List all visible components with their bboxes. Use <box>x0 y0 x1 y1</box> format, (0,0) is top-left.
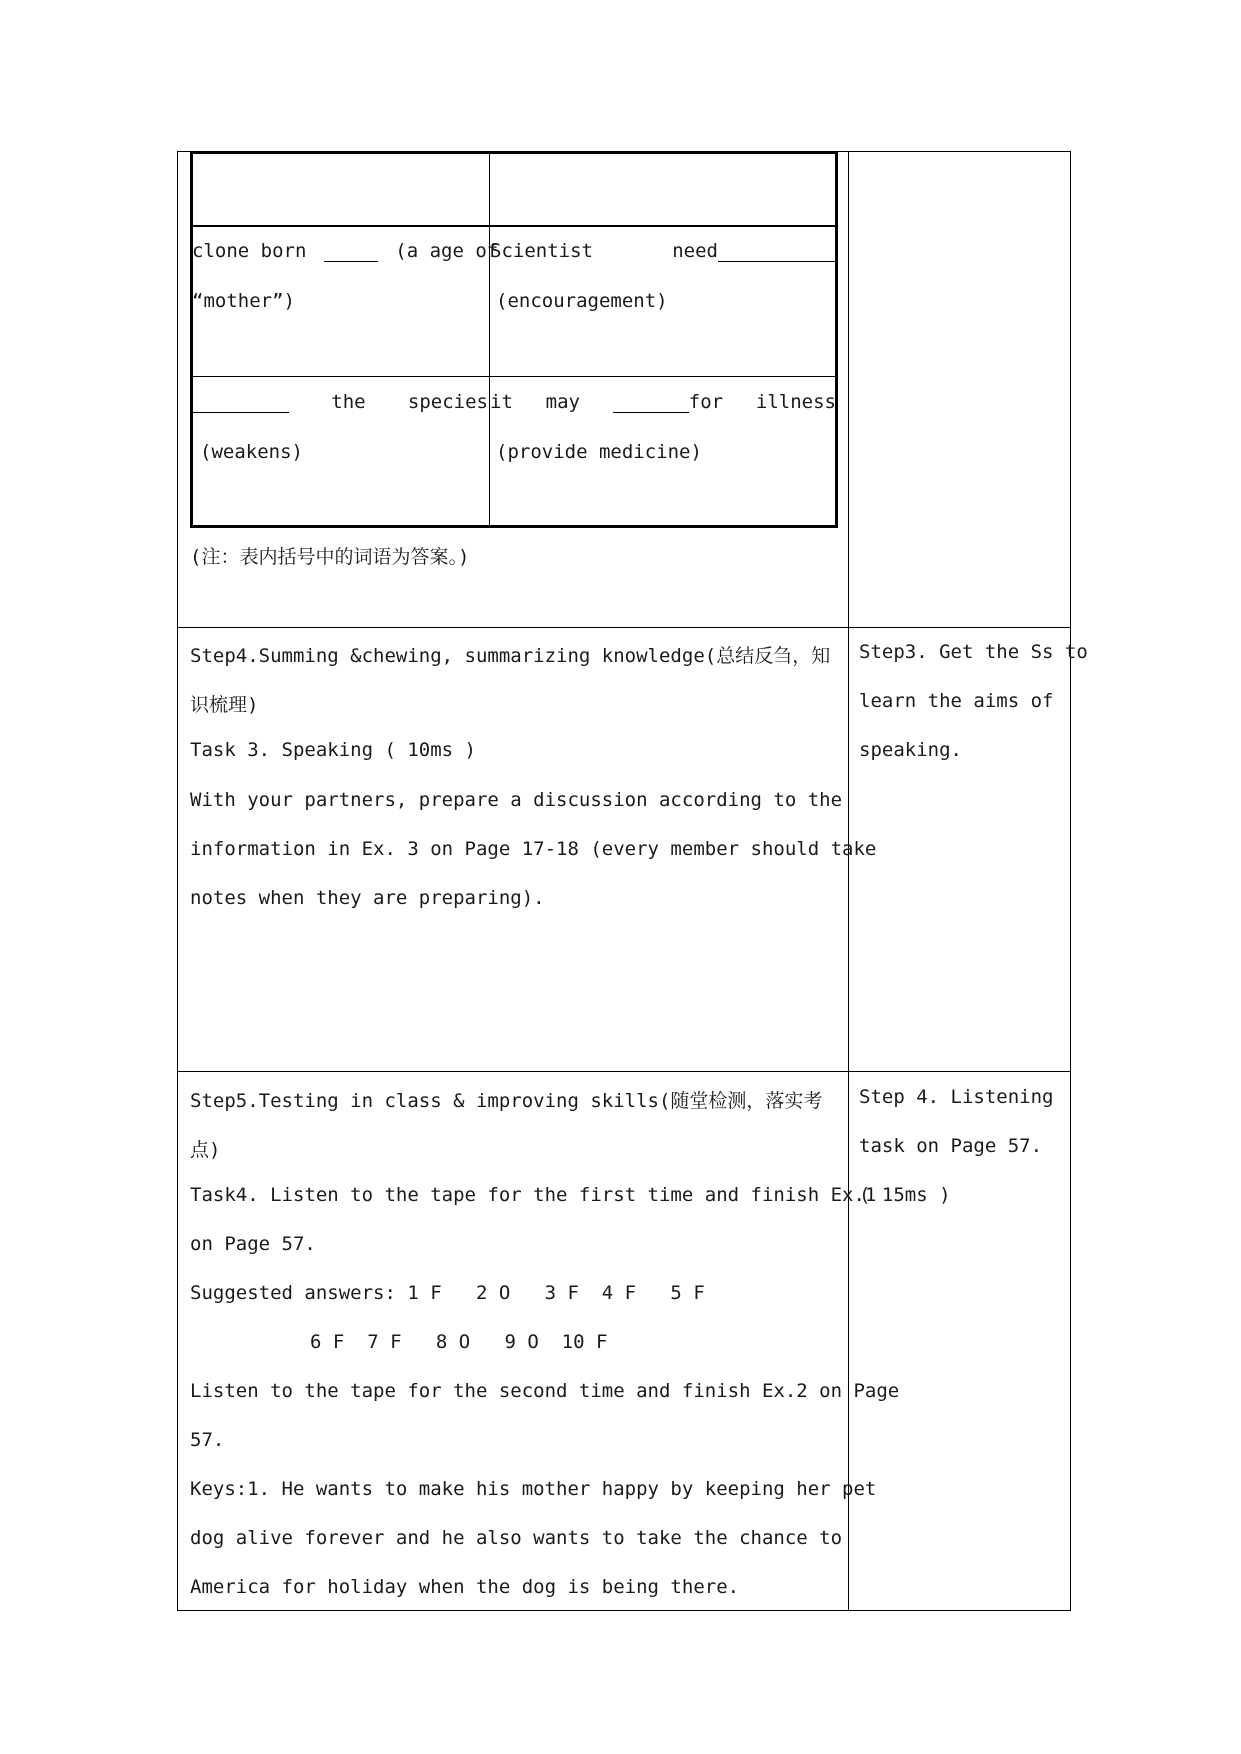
cell-text: (a age of <box>395 240 499 262</box>
task3-body: notes when they are preparing). <box>190 887 545 909</box>
answer-blank <box>192 394 289 413</box>
step4-title-cont: 识梳理) <box>190 694 259 716</box>
task3-body: With your partners, prepare a discussion according to the <box>190 789 843 811</box>
step4-aim: Step3. Get the Ss to <box>859 641 1088 663</box>
scientist-need-cell <box>490 240 836 262</box>
step5-aim: task on Page 57. <box>859 1135 1043 1157</box>
answer-keys: America for holiday when the dog is being there. <box>190 1576 740 1598</box>
task3-body: information in Ex. 3 on Page 17-18 (every member should take <box>190 838 877 860</box>
listen-second-time: 57. <box>190 1429 225 1451</box>
species-cell <box>192 391 488 413</box>
step5-title: Step5.Testing in class & improving skills(随堂检测，落实考 <box>190 1090 823 1112</box>
cell-answer: “mother”) <box>192 290 295 312</box>
cell-answer: (encouragement) <box>496 290 668 312</box>
cell-text: clone born <box>192 240 307 262</box>
task3-heading: Task 3. Speaking ( 10ms ) <box>190 739 476 761</box>
answer-keys: Keys:1. He wants to make his mother happy by keeping her pet <box>190 1478 877 1500</box>
answer-blank <box>324 243 378 262</box>
cell-text: may <box>545 391 580 413</box>
row-divider <box>177 1071 1071 1072</box>
step5-title-cont: 点) <box>190 1139 221 1161</box>
answer-table-row-divider <box>190 225 838 227</box>
cell-answer: (weakens) <box>200 441 303 463</box>
task4-heading: on Page 57. <box>190 1233 316 1255</box>
answer-keys: dog alive forever and he also wants to take the chance to <box>190 1527 843 1549</box>
answer-blank <box>718 243 836 262</box>
step4-title: Step4.Summing &chewing, summarizing knowledge(总结反刍，知 <box>190 645 831 667</box>
step5-aim: ( 15ms ) <box>859 1184 951 1206</box>
row-divider <box>177 627 1071 628</box>
answer-table-column-divider <box>489 152 490 526</box>
cell-text: the <box>331 391 366 413</box>
step5-aim: Step 4. Listening <box>859 1086 1054 1108</box>
may-for-illness-cell <box>490 391 836 413</box>
listen-second-time: Listen to the tape for the second time and finish Ex.2 on Page <box>190 1380 900 1402</box>
table-note: (注：表内括号中的词语为答案。) <box>190 546 470 568</box>
cell-text: for <box>688 391 724 413</box>
cell-text: illness <box>755 391 836 413</box>
step4-aim: speaking. <box>859 739 962 761</box>
cell-text: Scientist <box>490 240 593 262</box>
task4-heading: Task4. Listen to the tape for the first time and finish Ex.1 <box>190 1184 877 1206</box>
answer-table <box>190 151 838 528</box>
step4-aim: learn the aims of <box>859 690 1054 712</box>
suggested-answers: Suggested answers: 1 F 2 O 3 F 4 F 5 F <box>190 1282 705 1304</box>
answer-blank <box>613 394 689 413</box>
cell-answer: (provide medicine) <box>496 441 702 463</box>
cell-text: it <box>490 391 513 413</box>
cell-text: species <box>407 391 488 413</box>
clone-born-cell <box>192 240 499 262</box>
answer-table-row-divider <box>190 376 838 377</box>
suggested-answers: 6 F 7 F 8 O 9 O 10 F <box>310 1331 608 1353</box>
cell-text: need <box>672 240 718 262</box>
